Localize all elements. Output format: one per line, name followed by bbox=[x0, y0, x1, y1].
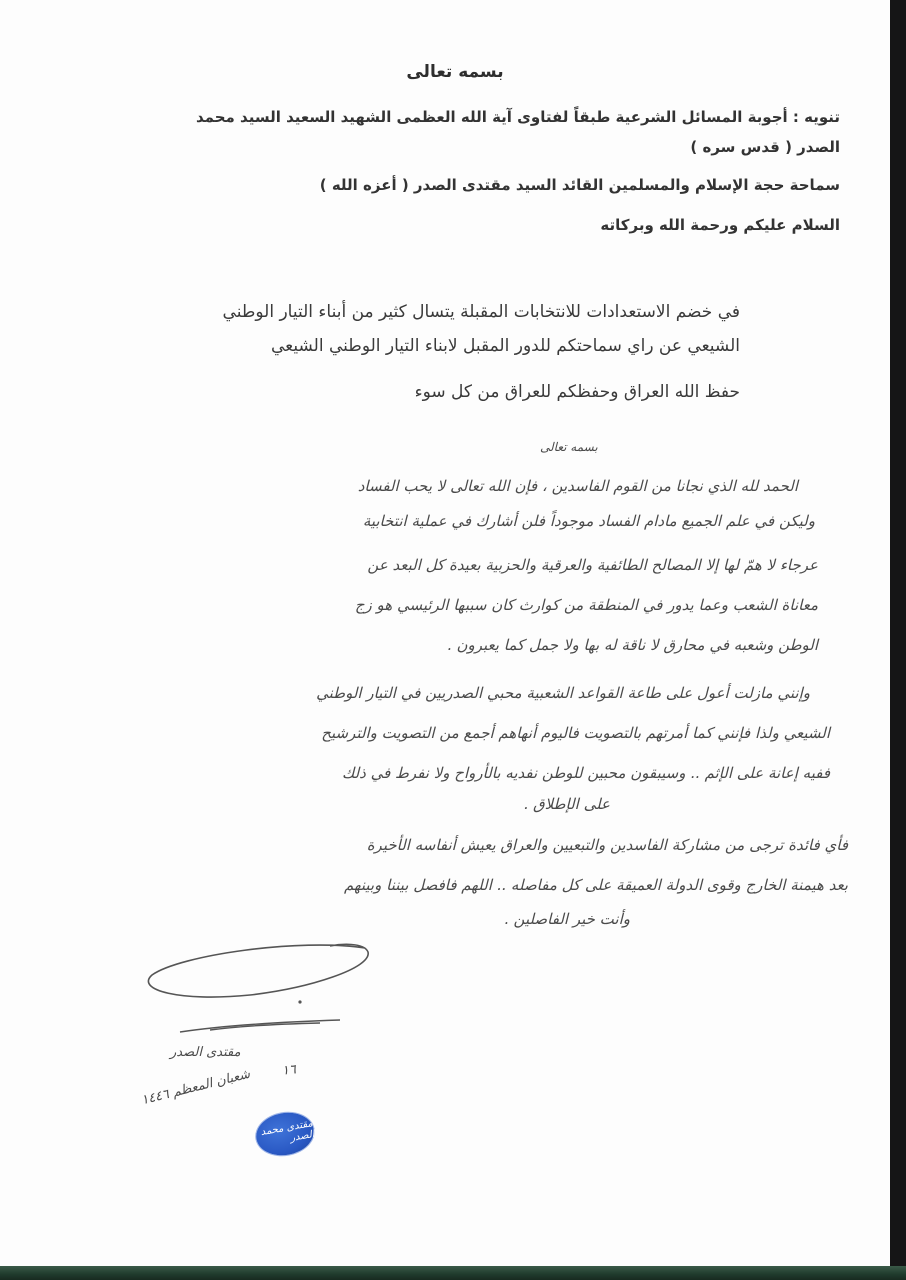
official-stamp bbox=[253, 1108, 317, 1159]
right-edge-shadow bbox=[890, 0, 906, 1280]
letter-heading: بسمه تعالى bbox=[406, 62, 504, 82]
notice-line-1: تنويه : أجوبة المسائل الشرعية طبقاً لفتاوى آية الله العظمى الشهيد السعيد السيد محمد bbox=[196, 108, 840, 126]
handwritten-line: وليكن في علم الجميع مادام الفساد موجوداً فلن أشارك في عملية انتخابية bbox=[362, 512, 815, 530]
closing-line: حفظ الله العراق وحفظكم للعراق من كل سوء bbox=[414, 382, 740, 402]
notice-line-2: الصدر ( قدس سره ) bbox=[690, 138, 840, 156]
handwritten-line: الشيعي ولذا فإنني كما أمرتهم بالتصويت فاليوم أنهاهم أجمع من التصويت والترشيح bbox=[321, 724, 830, 742]
question-line-2: الشيعي عن راي سماحتكم للدور المقبل لابناء التيار الوطني الشيعي bbox=[271, 336, 740, 356]
bottom-edge-shadow bbox=[0, 1266, 906, 1280]
question-line-1: في خضم الاستعدادات للانتخابات المقبلة يتسال كثير من أبناء التيار الوطني bbox=[222, 302, 740, 322]
handwritten-line: الحمد لله الذي نجانا من القوم الفاسدين ، فإن الله تعالى لا يحب الفساد bbox=[357, 477, 798, 495]
stamp-text: مقتدى محمد الصدر bbox=[259, 1118, 316, 1145]
handwritten-line: فأي فائدة ترجى من مشاركة الفاسدين والتبعيين والعراق يعيش أنفاسه الأخيرة bbox=[366, 836, 848, 854]
signature-date-day: ١٦ bbox=[281, 1062, 297, 1079]
handwritten-line: وأنت خير الفاصلين . bbox=[503, 910, 630, 928]
handwritten-line: ففيه إعانة على الإثم .. وسيبقون محبين للوطن نفديه بالأرواح ولا نفرط في ذلك bbox=[341, 764, 830, 782]
greeting-line: السلام عليكم ورحمة الله وبركاته bbox=[600, 216, 840, 234]
signature-name: مقتدى الصدر bbox=[170, 1045, 241, 1060]
handwritten-line: وإنني مازلت أعول على طاعة القواعد الشعبية محبي الصدريين في التيار الوطني bbox=[316, 684, 810, 702]
handwritten-line: معاناة الشعب وعما يدور في المنطقة من كوارث كان سببها الرئيسي هو زج bbox=[354, 596, 818, 614]
handwritten-line: عرجاء لا همّ لها إلا المصالح الطائفية والعرقية والحزبية بعيدة كل البعد عن bbox=[367, 556, 818, 574]
handwritten-title: بسمه تعالى bbox=[540, 440, 598, 454]
signature-date: شعبان المعظم ١٤٤٦ bbox=[139, 1066, 252, 1109]
handwritten-line: بعد هيمنة الخارج وقوى الدولة العميقة على كل مفاصله .. اللهم فافصل بيننا وبينهم bbox=[343, 876, 848, 894]
signature-scribble-icon bbox=[140, 940, 380, 1040]
handwritten-line: على الإطلاق . bbox=[523, 795, 610, 813]
addressee-line: سماحة حجة الإسلام والمسلمين القائد السيد مقتدى الصدر ( أعزه الله ) bbox=[319, 176, 840, 194]
handwritten-line: الوطن وشعبه في محارق لا ناقة له بها ولا جمل كما يعبرون . bbox=[446, 636, 818, 654]
